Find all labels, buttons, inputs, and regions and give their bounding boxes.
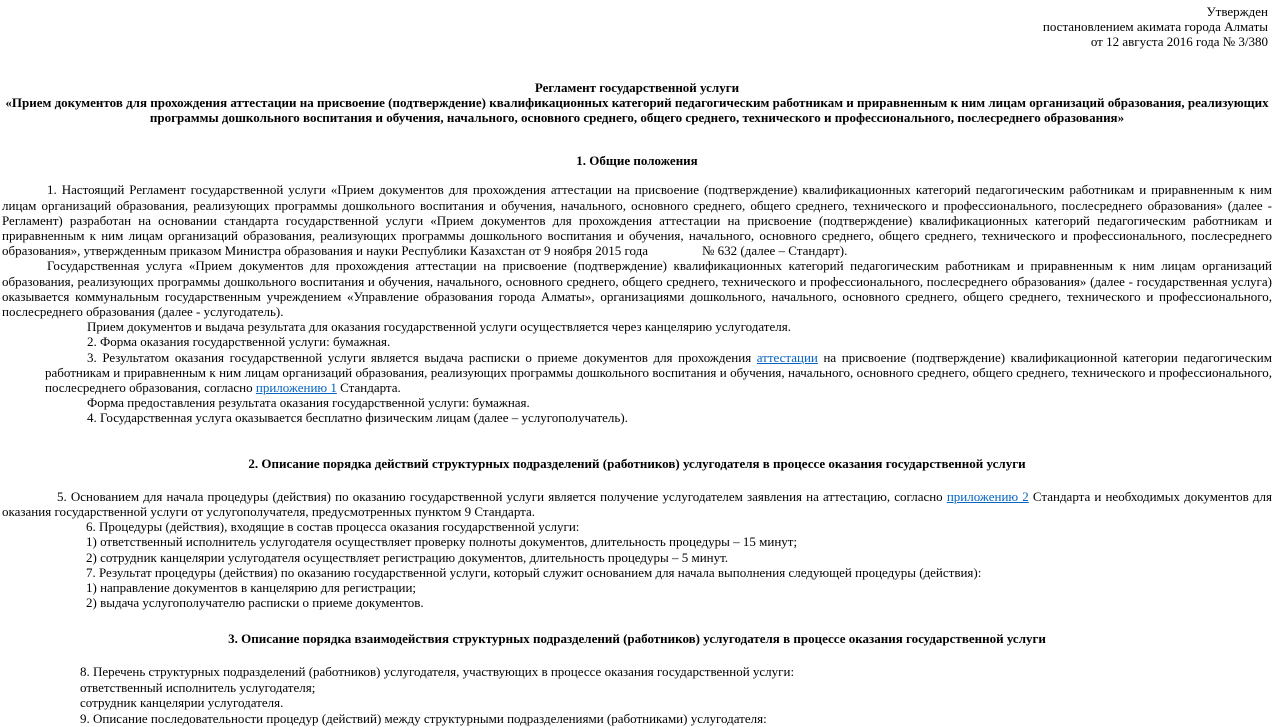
paragraph-result-form: Форма предоставления результата оказания государственной услуги: бумажная. — [87, 395, 530, 411]
paragraph-5 — [2, 489, 1272, 519]
paragraph-3 — [45, 350, 1272, 396]
section-heading-2: 2. Описание порядка действий структурных подразделений (работников) услугодателя в процессе оказания государственной услуги — [248, 455, 1026, 471]
approval-line: Утвержден — [1206, 4, 1268, 19]
link-annex-1[interactable]: приложению 1 — [255, 380, 337, 396]
list-item-8: 8. Перечень структурных подразделений (работников) услугодателя, участвующих в процессе оказания государственной услуги: — [80, 663, 795, 679]
paragraph-1-text: 1. Настоящий Регламент государственной услуги «Прием документов для прохождения аттестации на присвоение (подтверждение) квалификационных категорий педагогическим работникам и приравненным к ним лицам организаций образования, реализующих программы дошкольного воспитания и обучения, начального, основного среднего, общего среднего, технического и профессионального, послесреднего образования» (далее - Регламент) разработан на основании стандарта государственной услуги «Прием документов для прохождения аттестации на присвоение (подтверждение) квалификационных категорий педагогическим работникам и приравненным к ним лицам организаций образования, реализующих программы дошкольного воспитания и обучения, начального, основного среднего, общего среднего, технического и профессионального, послесреднего образования», утвержденным приказом Министра образования и науки Республики Казахстан от 9 ноября 2015 года — [2, 182, 1272, 259]
approval-line: от 12 августа 2016 года № 3/380 — [1090, 34, 1268, 50]
list-item-6: 6. Процедуры (действия), входящие в состав процесса оказания государственной услуги: — [86, 519, 580, 535]
paragraph-reception: Прием документов и выдача результата для оказания государственной услуги осуществляется через канцелярию услугодателя. — [87, 319, 791, 335]
paragraph-1-order-number: № 632 (далее – Стандарт). — [702, 243, 848, 259]
paragraph-3-text: Стандарта. — [336, 380, 401, 396]
paragraph-2: Государственная услуга «Прием документов для прохождения аттестации на присвоение (подтверждение) квалификационных категорий педагогическим работникам и приравненным к ним лицам организаций образования, реализующих программы дошкольного воспитания и обучения, начального, основного среднего, общего среднего, технического и профессионального, послесреднего образования» (далее - государственная услуга) оказывается коммунальным государственным учреждением «Управление образования города Алматы», организациями дошкольного, начального, основного среднего, общего среднего, технического и профессионального, послесреднего образования (далее - услугодатель). — [2, 258, 1272, 320]
paragraph-3-text: 3. Результатом оказания государственной услуги является выдача расписки о приеме документов для прохождения — [87, 349, 757, 365]
list-item-7-2: 2) выдача услугополучателю расписки о приеме документов. — [86, 595, 424, 611]
doc-title-line1: Регламент государственной услуги — [534, 79, 740, 95]
list-item-6-1: 1) ответственный исполнитель услугодателя осуществляет проверку полноты документов, длительность процедуры – 15 минут; — [86, 534, 798, 550]
paragraph-4: 4. Государственная услуга оказывается бесплатно физическим лицам (далее – услугополучатель). — [87, 410, 628, 426]
list-item-7-1: 1) направление документов в канцелярию для регистрации; — [86, 580, 417, 596]
paragraph-5-text: 5. Основанием для начала процедуры (действия) по оказанию государственной услуги является получение услугодателем заявления на аттестацию, согласно — [57, 488, 947, 504]
list-item-8-1: ответственный исполнитель услугодателя; — [80, 679, 316, 695]
list-item-8-2: сотрудник канцелярии услугодателя. — [80, 695, 284, 711]
list-item-7: 7. Результат процедуры (действия) по оказанию государственной услуги, который служит основанием для начала выполнения следующей процедуры (действия): — [86, 564, 982, 580]
link-attestation[interactable]: аттестации — [756, 349, 818, 365]
approval-block — [2, 4, 1272, 50]
link-annex-2[interactable]: приложению 2 — [946, 488, 1029, 504]
list-item-6-2: 2) сотрудник канцелярии услугодателя осуществляет регистрацию документов, длительность процедуры – 5 минут. — [86, 549, 729, 565]
paragraph-1 — [2, 182, 1272, 258]
section-heading-3: 3. Описание порядка взаимодействия структурных подразделений (работников) услугодателя в процессе оказания государственной услуги — [228, 630, 1046, 646]
list-item-9: 9. Описание последовательности процедур (действий) между структурными подразделениями (работниками) услугодателя: — [80, 711, 767, 727]
doc-title-line2: «Прием документов для прохождения аттестации на присвоение (подтверждение) квалификационных категорий педагогическим работникам и приравненным к ним лицам организаций образования, реализующих программы дошкольного воспитания и обучения, начального, основного среднего, общего среднего, технического и профессионального, послесреднего образования» — [5, 94, 1269, 126]
paragraph-5-text: Стандарта и необходимых документов для оказания государственной услуги от услугополучателя, предусмотренных пунктом 9 Стандарта. — [2, 488, 1272, 520]
paragraph-form: 2. Форма оказания государственной услуги: бумажная. — [87, 334, 391, 350]
section-heading-1: 1. Общие положения — [576, 153, 698, 169]
paragraph-3-text: на присвоение (подтверждение) квалификационной категории педагогическим работникам и приравненным к ним лицам организаций образования, реализующих программы дошкольного воспитания и обучения, начального, основного среднего, общего среднего, технического и профессионального, послесреднего образования, согласно — [45, 349, 1272, 396]
approval-line: постановлением акимата города Алматы — [1042, 19, 1268, 35]
doc-title — [2, 80, 1272, 126]
